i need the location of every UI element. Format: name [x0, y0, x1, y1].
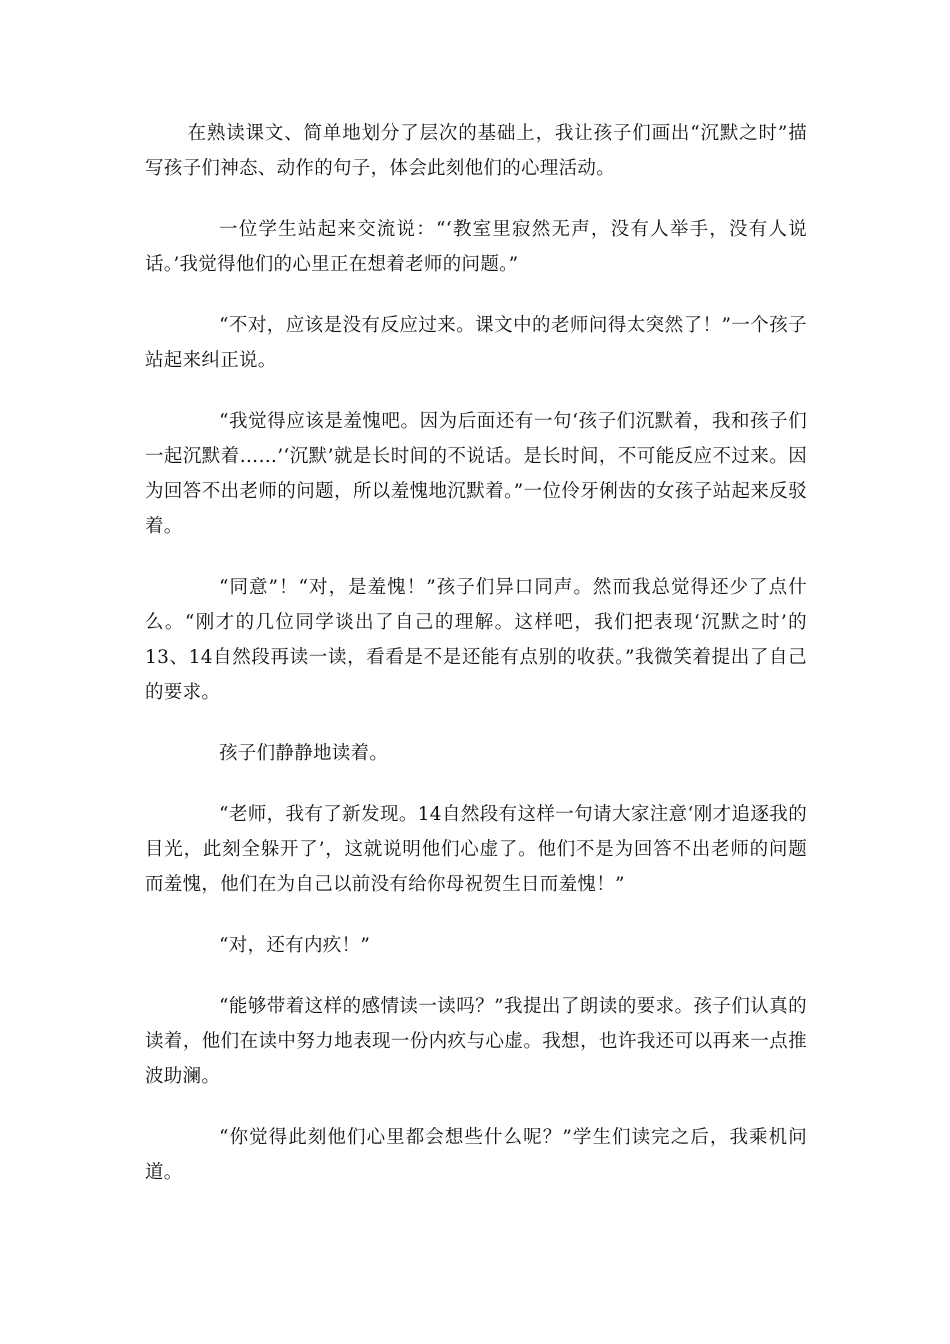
paragraph-7: “老师，我有了新发现。14自然段有这样一句请大家注意‘刚才追逐我的目光，此刻全躲开了’，这就说明他们心虚了。他们不是为回答不出老师的问题而羞愧，他们在为自己以前没有给你母祝贺生日而羞愧！”: [145, 804, 807, 895]
paragraph-10: “你觉得此刻他们心里都会想些什么呢？”学生们读完之后，我乘机问道。: [145, 1127, 807, 1183]
document-body: [145, 116, 807, 1216]
paragraph-6: 孩子们静静地读着。: [219, 743, 389, 764]
paragraph-8: “对，还有内疚！”: [219, 935, 371, 956]
paragraph-4: “我觉得应该是羞愧吧。因为后面还有一句‘孩子们沉默着，我和孩子们一起沉默着……’‘沉默’就是长时间的不说话。是长时间，不可能反应不过来。因为回答不出老师的问题，所以羞愧地沉默着。”一位伶牙俐齿的女孩子站起来反驳着。: [145, 411, 807, 537]
paragraph-2: 一位学生站起来交流说：“‘教室里寂然无声，没有人举手，没有人说话。’我觉得他们的心里正在想着老师的问题。”: [145, 219, 807, 275]
paragraph-3: “不对，应该是没有反应过来。课文中的老师问得太突然了！”一个孩子站起来纠正说。: [145, 315, 807, 371]
paragraph-1: 在熟读课文、简单地划分了层次的基础上，我让孩子们画出“沉默之时”描写孩子们神态、动作的句子，体会此刻他们的心理活动。: [145, 123, 807, 179]
paragraph-5: “同意”！“对，是羞愧！”孩子们异口同声。然而我总觉得还少了点什么。“刚才的几位同学谈出了自己的理解。这样吧，我们把表现‘沉默之时’的13、14自然段再读一读，看看是不是还能有点别的收获。”我微笑着提出了自己的要求。: [145, 577, 807, 703]
paragraph-9: “能够带着这样的感情读一读吗？”我提出了朗读的要求。孩子们认真的读着，他们在读中努力地表现一份内疚与心虚。我想，也许我还可以再来一点推波助澜。: [145, 996, 807, 1087]
